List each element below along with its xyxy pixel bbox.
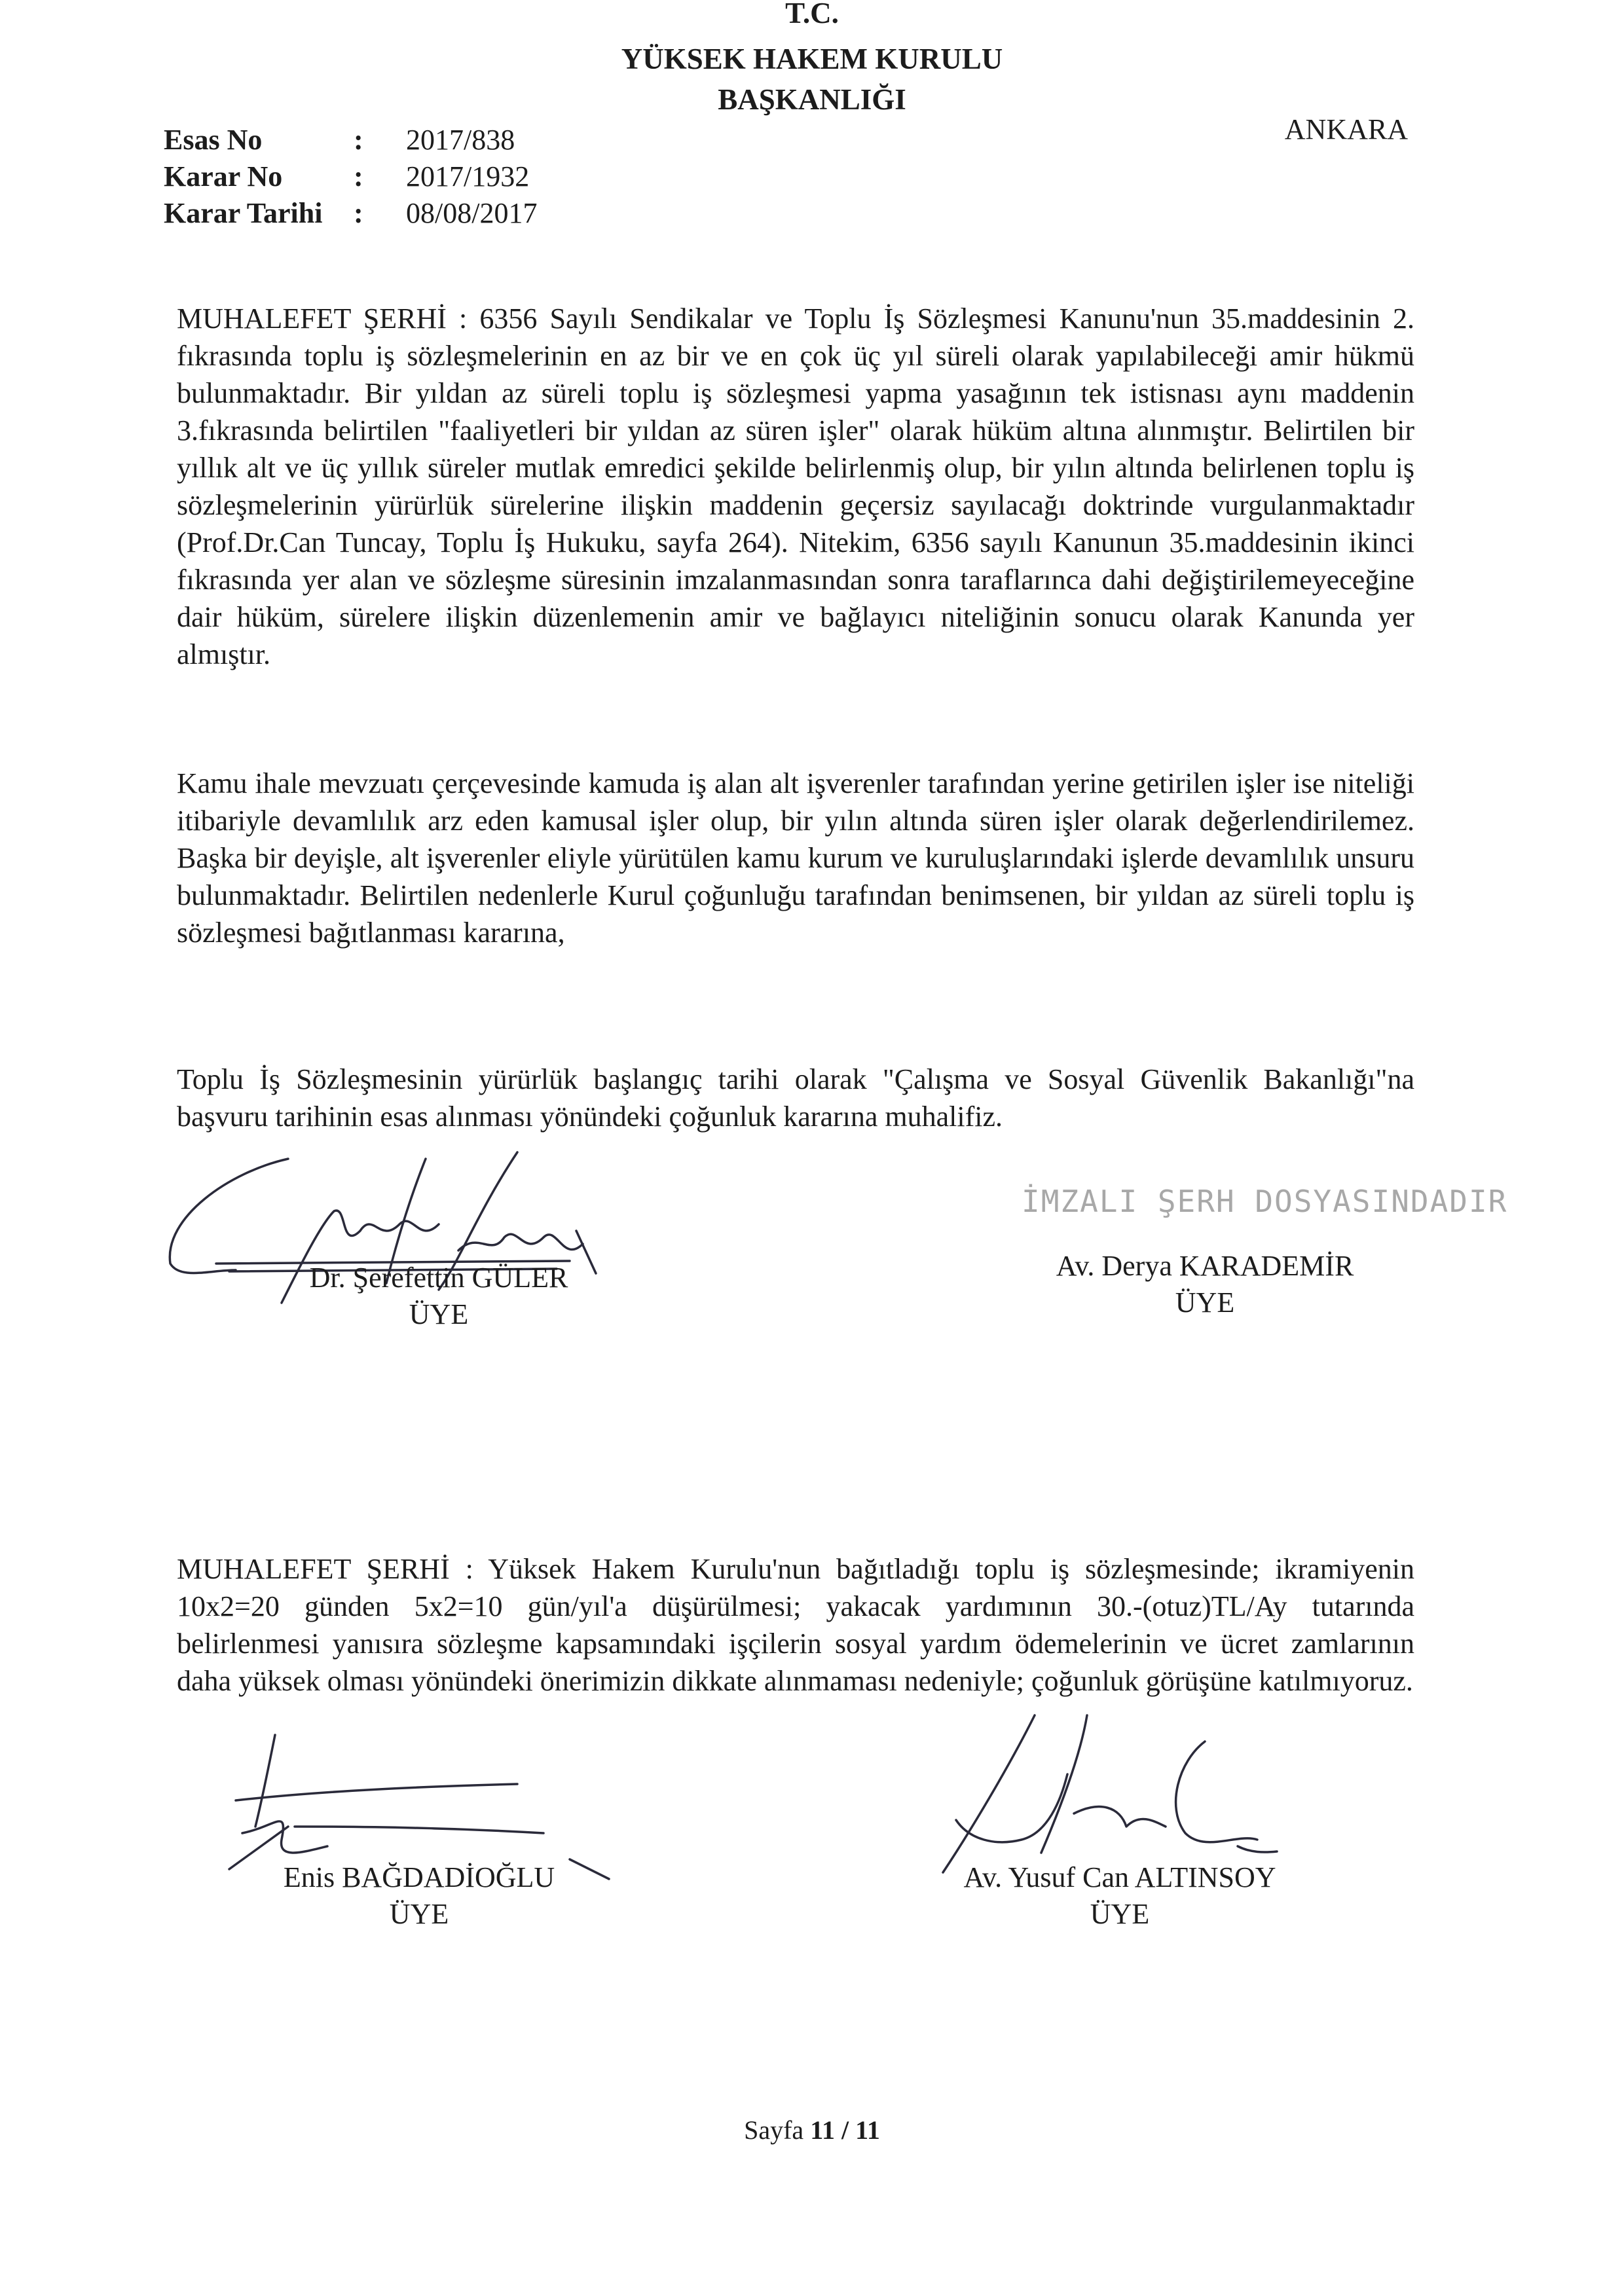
signatory-block: [255, 1260, 622, 1333]
case-info-row: [164, 158, 537, 195]
signatory-name: Av. Yusuf Can ALTINSOY: [963, 1861, 1276, 1893]
signatory-block: [236, 1859, 602, 1933]
country-abbr: T.C.: [785, 0, 839, 29]
dissent-one-paragraph-2: [177, 765, 1414, 951]
signatory-name: Av. Derya KARADEMİR: [1056, 1250, 1354, 1282]
case-info-colon: :: [354, 160, 363, 192]
dissent-one-paragraph-3: [177, 1061, 1414, 1135]
case-info-label: Karar No: [164, 160, 283, 192]
case-info-colon: :: [354, 124, 363, 156]
signatory-role: ÜYE: [389, 1898, 449, 1930]
case-info-colon: :: [354, 197, 363, 229]
page-footer: [0, 2115, 1624, 2145]
signatory-name: Dr. Şerefettin GÜLER: [309, 1262, 568, 1294]
paragraph-text: Kamu ihale mevzuatı çerçevesinde kamuda iş alan alt işverenler tarafından yerine getirilen işler ise niteliği itibariyle devamlılık arz eden kamusal işler olup, bir yılın altında süren işler olarak değerlendirilemez. Başka bir deyişle, alt işverenler eliyle yürütülen kamu kurum ve kuruluşlarındaki işlerde devamlılık unsuru bulunmaktadır. Belirtilen nedenlerle Kurul çoğunluğu tarafından benimsenen, bir yıldan az süreli toplu iş sözleşmesi bağıtlanması kararına,: [177, 767, 1414, 949]
signatory-block: [917, 1859, 1323, 1933]
dissent-two-paragraph-1: [177, 1550, 1414, 1700]
case-info-value: 2017/838: [406, 124, 515, 156]
city-label: ANKARA: [1284, 113, 1408, 145]
case-info-row: [164, 122, 537, 158]
signatory-block: [1008, 1248, 1401, 1321]
case-info-value: 08/08/2017: [406, 197, 538, 229]
case-info: [164, 122, 537, 232]
case-info-label: Karar Tarihi: [164, 197, 323, 229]
paragraph-text: MUHALEFET ŞERHİ : Yüksek Hakem Kurulu'nun bağıtladığı toplu iş sözleşmesinde; ikramiyenin 10x2=20 günden 5x2=10 gün/yıl'a düşürülmesi; yakacak yardımının 30.-(otuz)TL/Ay tutarında belirlenmesi yanısıra sözleşme kapsamındaki işçilerin sosyal yardım ödemelerinin ve ücret zamlarının daha yüksek olması yönündeki önerimizin dikkate alınmaması nedeniyle; çoğunluk görüşüne katılmıyoruz.: [177, 1553, 1414, 1697]
signatory-role: ÜYE: [1175, 1286, 1235, 1319]
case-info-value: 2017/1932: [406, 160, 530, 192]
signatory-role: ÜYE: [409, 1298, 469, 1330]
case-info-label: Esas No: [164, 124, 263, 156]
dissent-one-paragraph-1: [177, 300, 1414, 673]
case-info-row: [164, 195, 537, 232]
signed-stamp: İMZALI ŞERH DOSYASINDADIR: [1022, 1184, 1508, 1219]
institution-title: YÜKSEK HAKEM KURULU: [621, 43, 1003, 75]
signatory-name: Enis BAĞDADİOĞLU: [283, 1861, 555, 1893]
paragraph-text: Toplu İş Sözleşmesinin yürürlük başlangıç tarihi olarak "Çalışma ve Sosyal Güvenlik Bakanlığı"na başvuru tarihinin esas alınması yönündeki çoğunluk kararına muhalifiz.: [177, 1063, 1414, 1133]
page-number: 11 / 11: [810, 2115, 880, 2145]
signatory-role: ÜYE: [1090, 1898, 1150, 1930]
paragraph-text: MUHALEFET ŞERHİ : 6356 Sayılı Sendikalar ve Toplu İş Sözleşmesi Kanunu'nun 35.maddesinin 2. fıkrasında toplu iş sözleşmelerinin en az bir ve en çok üç yıl süreli olarak yapılabileceği amir hükmü bulunmaktadır. Bir yıldan az süreli toplu iş sözleşmesi yapma yasağının tek istisnası aynı maddenin 3.fıkrasında belirtilen "faaliyetleri bir yıldan az süren işler" olarak hüküm altına alınmıştır. Belirtilen bir yıllık alt ve üç yıllık süreler mutlak emredici şekilde belirlenmiş olup, bir yılın altında belirlenen toplu iş sözleşmelerinin yürürlük sürelerine ilişkin maddenin geçersiz sayılacağı doktrinde vurgulanmaktadır (Prof.Dr.Can Tuncay, Toplu İş Hukuku, sayfa 264). Nitekim, 6356 sayılı Kanunun 35.maddesinin ikinci fıkrasında yer alan ve sözleşme süresinin imzalanmasından sonra taraflarınca dahi değiştirilemeyeceğine dair hüküm, sürelere ilişkin düzenlemenin amir ve bağlayıcı niteliğinin sonucu olarak Kanunda yer almıştır.: [177, 302, 1414, 670]
department-title: BAŞKANLIĞI: [718, 83, 906, 116]
page-prefix: Sayfa: [744, 2115, 804, 2145]
